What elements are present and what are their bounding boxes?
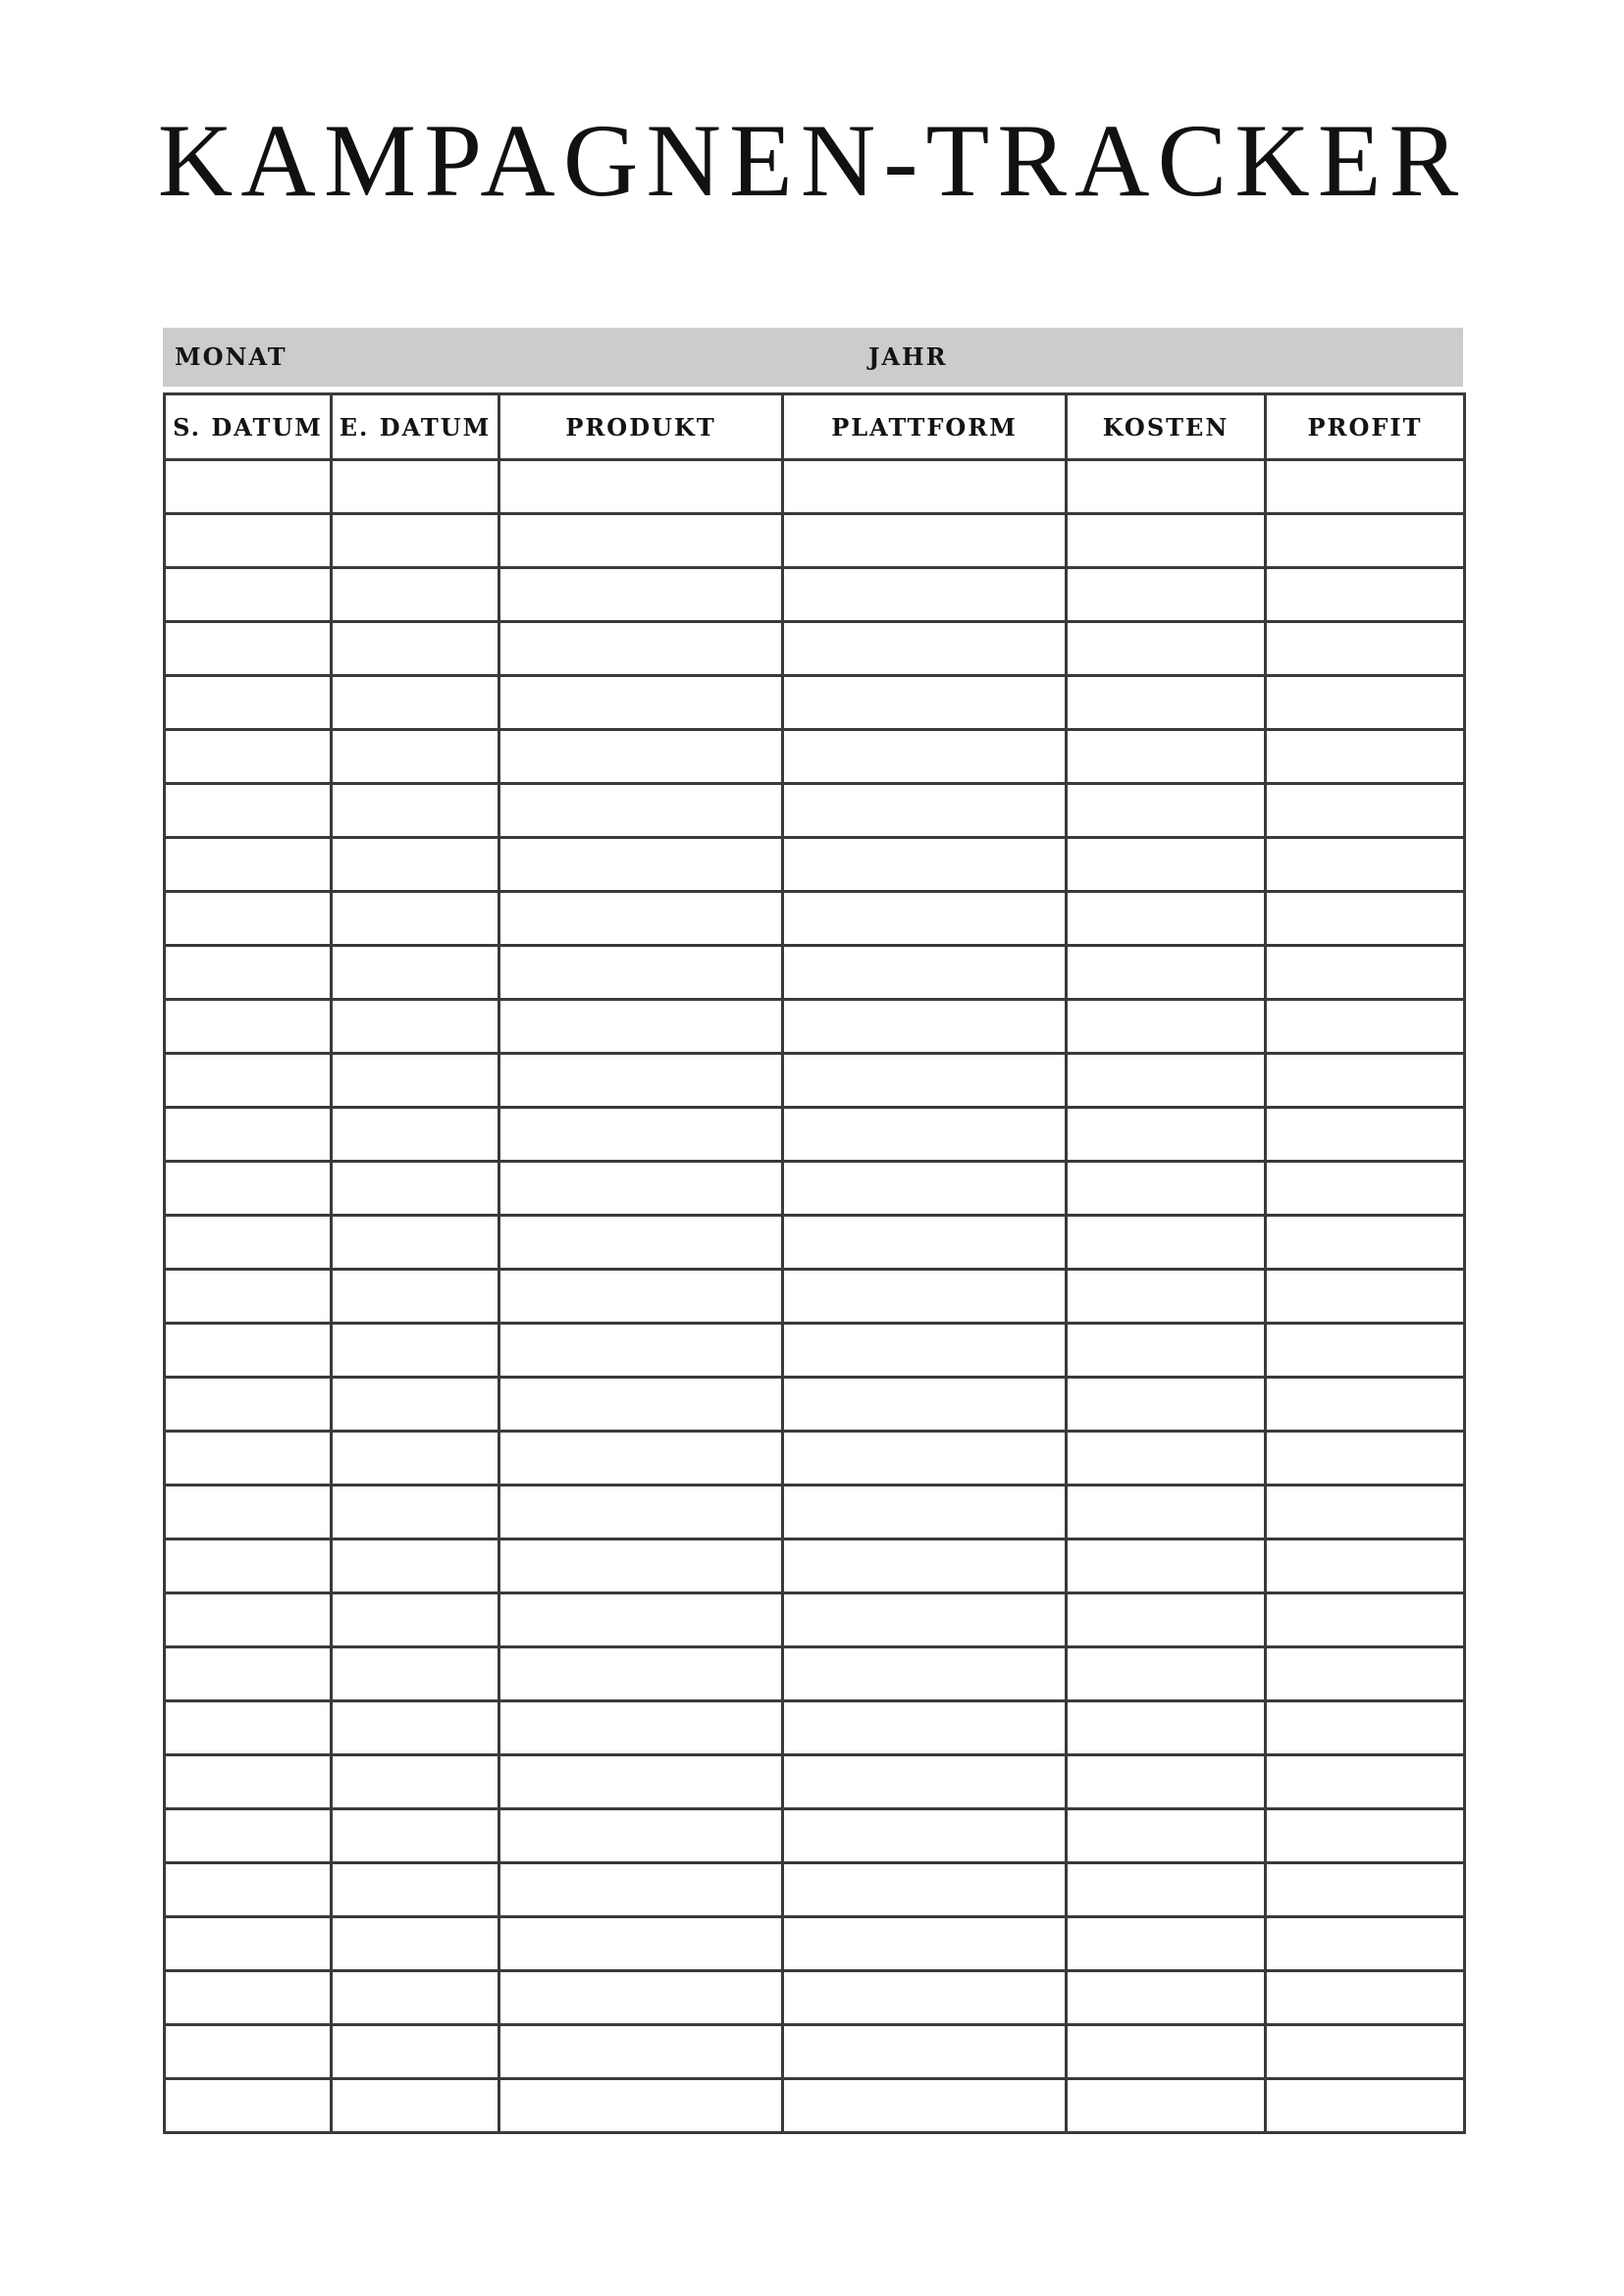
column-header-product: PRODUKT: [499, 394, 783, 460]
table-cell: [1067, 1539, 1266, 1593]
table-cell: [332, 892, 499, 946]
table-cell: [1067, 1216, 1266, 1270]
table-cell: [783, 1863, 1067, 1917]
table-cell: [332, 2079, 499, 2133]
table-cell: [783, 1486, 1067, 1539]
table-cell: [499, 838, 783, 892]
table-cell: [332, 1216, 499, 1270]
table-cell: [783, 1647, 1067, 1701]
table-row: [165, 1593, 1465, 1647]
table-cell: [1266, 1486, 1465, 1539]
table-cell: [332, 784, 499, 838]
table-cell: [499, 946, 783, 1000]
table-cell: [1266, 1647, 1465, 1701]
table-cell: [1067, 1324, 1266, 1378]
table-cell: [332, 730, 499, 784]
table-cell: [499, 1701, 783, 1755]
table-row: [165, 1863, 1465, 1917]
table-cell: [499, 1270, 783, 1324]
table-cell: [783, 1755, 1067, 1809]
table-cell: [332, 1270, 499, 1324]
table-cell: [783, 2079, 1067, 2133]
table-cell: [1266, 1378, 1465, 1432]
table-cell: [1266, 1809, 1465, 1863]
table-cell: [1266, 1539, 1465, 1593]
table-cell: [1266, 1593, 1465, 1647]
table-row: [165, 838, 1465, 892]
table-cell: [332, 1432, 499, 1486]
table-cell: [783, 676, 1067, 730]
table-cell: [165, 460, 332, 514]
table-cell: [783, 2025, 1067, 2079]
table-cell: [332, 622, 499, 676]
table-cell: [783, 1324, 1067, 1378]
table-cell: [499, 1162, 783, 1216]
table-cell: [1067, 892, 1266, 946]
table-cell: [499, 568, 783, 622]
table-cell: [165, 730, 332, 784]
table-cell: [499, 1863, 783, 1917]
table-cell: [783, 730, 1067, 784]
table-cell: [1067, 514, 1266, 568]
table-cell: [1067, 460, 1266, 514]
table-cell: [783, 1378, 1067, 1432]
table-cell: [499, 1378, 783, 1432]
table-cell: [783, 622, 1067, 676]
table-cell: [1067, 2025, 1266, 2079]
table-row: [165, 1432, 1465, 1486]
table-cell: [1266, 838, 1465, 892]
table-cell: [783, 784, 1067, 838]
table-cell: [332, 1054, 499, 1108]
table-cell: [1266, 568, 1465, 622]
table-cell: [1266, 622, 1465, 676]
table-cell: [1266, 460, 1465, 514]
table-cell: [165, 1593, 332, 1647]
table-cell: [1067, 1647, 1266, 1701]
table-cell: [783, 1162, 1067, 1216]
page-title: KAMPAGNEN-TRACKER: [157, 103, 1467, 218]
table-cell: [499, 2025, 783, 2079]
table-cell: [332, 1539, 499, 1593]
table-cell: [165, 514, 332, 568]
table-row: [165, 1324, 1465, 1378]
table-cell: [499, 892, 783, 946]
table-cell: [1266, 1971, 1465, 2025]
table-cell: [783, 1593, 1067, 1647]
table-row: [165, 1000, 1465, 1054]
column-header-profit: PROFIT: [1266, 394, 1465, 460]
table-cell: [1266, 1108, 1465, 1162]
table-cell: [783, 1432, 1067, 1486]
column-header-platform: PLATTFORM: [783, 394, 1067, 460]
table-cell: [332, 1809, 499, 1863]
table-cell: [1067, 1108, 1266, 1162]
table-cell: [783, 1270, 1067, 1324]
table-cell: [499, 460, 783, 514]
table-cell: [165, 2079, 332, 2133]
table-cell: [332, 1378, 499, 1432]
table-cell: [165, 892, 332, 946]
table-cell: [165, 622, 332, 676]
campaign-table: [163, 392, 1466, 2134]
table-cell: [1067, 1270, 1266, 1324]
table-cell: [499, 1593, 783, 1647]
table-cell: [783, 1971, 1067, 2025]
table-row: [165, 1809, 1465, 1863]
table-cell: [1067, 1432, 1266, 1486]
table-cell: [1067, 946, 1266, 1000]
table-cell: [1266, 1054, 1465, 1108]
table-cell: [1067, 1701, 1266, 1755]
table-cell: [499, 1486, 783, 1539]
table-row: [165, 784, 1465, 838]
table-row: [165, 892, 1465, 946]
table-cell: [1067, 1755, 1266, 1809]
table-cell: [783, 1701, 1067, 1755]
table-cell: [332, 1917, 499, 1971]
table-cell: [1266, 676, 1465, 730]
table-cell: [499, 1809, 783, 1863]
table-cell: [1266, 1162, 1465, 1216]
table-cell: [165, 1270, 332, 1324]
table-cell: [332, 460, 499, 514]
table-cell: [783, 568, 1067, 622]
table-cell: [499, 1917, 783, 1971]
table-cell: [165, 1000, 332, 1054]
table-cell: [1266, 1701, 1465, 1755]
table-cell: [165, 784, 332, 838]
table-cell: [165, 1863, 332, 1917]
table-cell: [1266, 2079, 1465, 2133]
month-year-bar: [163, 328, 1463, 387]
table-cell: [332, 676, 499, 730]
table-cell: [499, 2079, 783, 2133]
table-cell: [165, 1162, 332, 1216]
table-cell: [1266, 1755, 1465, 1809]
table-cell: [499, 1054, 783, 1108]
table-cell: [1266, 892, 1465, 946]
table-cell: [1067, 1486, 1266, 1539]
table-cell: [1266, 1917, 1465, 1971]
table-cell: [165, 946, 332, 1000]
table-cell: [332, 1486, 499, 1539]
table-row: [165, 1270, 1465, 1324]
table-cell: [1067, 568, 1266, 622]
table-cell: [165, 676, 332, 730]
table-cell: [783, 838, 1067, 892]
table-cell: [332, 568, 499, 622]
table-cell: [1067, 730, 1266, 784]
table-cell: [499, 514, 783, 568]
table-cell: [783, 514, 1067, 568]
table-row: [165, 1378, 1465, 1432]
table-cell: [1067, 1863, 1266, 1917]
table-cell: [783, 1000, 1067, 1054]
table-cell: [1067, 1971, 1266, 2025]
table-cell: [1067, 1809, 1266, 1863]
table-cell: [499, 1324, 783, 1378]
table-cell: [332, 1000, 499, 1054]
table-cell: [499, 1755, 783, 1809]
month-label: MONAT: [175, 342, 288, 371]
table-cell: [499, 1108, 783, 1162]
table-cell: [1067, 784, 1266, 838]
table-cell: [165, 1324, 332, 1378]
table-cell: [1067, 1000, 1266, 1054]
table-cell: [1067, 1162, 1266, 1216]
table-row: [165, 1701, 1465, 1755]
table-cell: [1067, 1054, 1266, 1108]
table-cell: [1067, 622, 1266, 676]
table-cell: [1266, 1216, 1465, 1270]
table-cell: [499, 1647, 783, 1701]
table-cell: [783, 1539, 1067, 1593]
table-cell: [165, 1108, 332, 1162]
table-row: [165, 676, 1465, 730]
table-cell: [1067, 2079, 1266, 2133]
table-cell: [332, 1162, 499, 1216]
table-cell: [499, 676, 783, 730]
table-row: [165, 2079, 1465, 2133]
table-row: [165, 1162, 1465, 1216]
table-cell: [165, 568, 332, 622]
table-row: [165, 568, 1465, 622]
table-cell: [332, 1593, 499, 1647]
table-cell: [332, 1755, 499, 1809]
table-cell: [165, 1971, 332, 2025]
table-cell: [783, 1809, 1067, 1863]
table-row: [165, 1054, 1465, 1108]
column-header-start-date: S. DATUM: [165, 394, 332, 460]
year-label: JAHR: [868, 342, 948, 371]
table-header-row: [165, 394, 1465, 460]
table-cell: [1266, 1324, 1465, 1378]
table-cell: [332, 1701, 499, 1755]
table-row: [165, 946, 1465, 1000]
table-cell: [783, 892, 1067, 946]
table-cell: [1067, 838, 1266, 892]
table-row: [165, 1486, 1465, 1539]
table-row: [165, 460, 1465, 514]
table-row: [165, 622, 1465, 676]
table-cell: [332, 1971, 499, 2025]
table-cell: [165, 1486, 332, 1539]
table-row: [165, 1647, 1465, 1701]
table-row: [165, 1755, 1465, 1809]
table-cell: [499, 1432, 783, 1486]
table-cell: [332, 1863, 499, 1917]
table-cell: [165, 1054, 332, 1108]
table-cell: [332, 1324, 499, 1378]
column-header-cost: KOSTEN: [1067, 394, 1266, 460]
table-cell: [332, 514, 499, 568]
table-cell: [332, 1647, 499, 1701]
table-cell: [332, 838, 499, 892]
table-cell: [1266, 784, 1465, 838]
table-cell: [165, 1917, 332, 1971]
table-cell: [332, 946, 499, 1000]
table-cell: [1266, 2025, 1465, 2079]
table-row: [165, 1108, 1465, 1162]
table-cell: [499, 784, 783, 838]
table-cell: [1067, 1593, 1266, 1647]
table-cell: [332, 2025, 499, 2079]
table-cell: [1266, 946, 1465, 1000]
table-cell: [499, 1971, 783, 2025]
table-cell: [165, 1378, 332, 1432]
table-cell: [1266, 1000, 1465, 1054]
table-row: [165, 1917, 1465, 1971]
table-cell: [1266, 1863, 1465, 1917]
table-cell: [783, 1216, 1067, 1270]
column-header-end-date: E. DATUM: [332, 394, 499, 460]
table-cell: [1266, 1270, 1465, 1324]
table-cell: [1266, 730, 1465, 784]
table-row: [165, 1539, 1465, 1593]
table-cell: [165, 1809, 332, 1863]
table-cell: [1067, 676, 1266, 730]
table-cell: [499, 622, 783, 676]
table-cell: [783, 1917, 1067, 1971]
table-cell: [165, 2025, 332, 2079]
table-cell: [332, 1108, 499, 1162]
table-cell: [165, 1539, 332, 1593]
table-row: [165, 730, 1465, 784]
table-cell: [165, 1701, 332, 1755]
table-row: [165, 1971, 1465, 2025]
table-cell: [499, 1539, 783, 1593]
table-body: [165, 460, 1465, 2133]
table-cell: [1266, 1432, 1465, 1486]
table-cell: [165, 1647, 332, 1701]
table-row: [165, 2025, 1465, 2079]
table-cell: [1067, 1917, 1266, 1971]
table-cell: [165, 838, 332, 892]
table-cell: [165, 1432, 332, 1486]
table-cell: [783, 946, 1067, 1000]
table-cell: [165, 1216, 332, 1270]
table-cell: [499, 1000, 783, 1054]
table-row: [165, 1216, 1465, 1270]
table-cell: [783, 460, 1067, 514]
table-row: [165, 514, 1465, 568]
table-cell: [783, 1108, 1067, 1162]
table-cell: [783, 1054, 1067, 1108]
table-cell: [499, 730, 783, 784]
table-cell: [1067, 1378, 1266, 1432]
table-cell: [1266, 514, 1465, 568]
table-cell: [165, 1755, 332, 1809]
table-cell: [499, 1216, 783, 1270]
